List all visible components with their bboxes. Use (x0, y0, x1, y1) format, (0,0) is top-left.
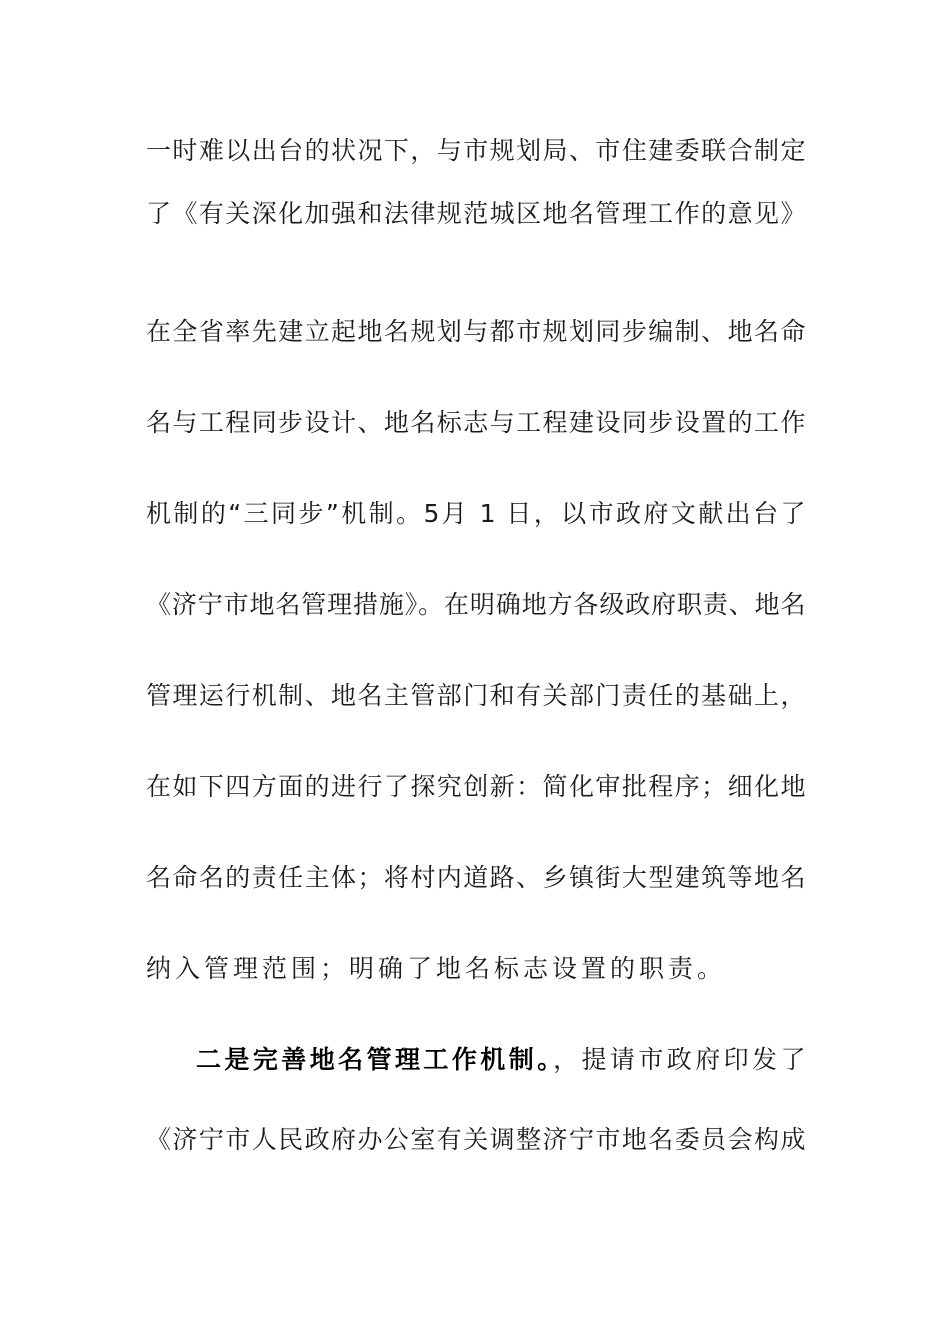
text-line-7: 管理运行机制、地名主管部门和有关部门责任的基础上， (146, 681, 806, 710)
text-line-9: 名命名的责任主体；将村内道路、乡镇街大型建筑等地名 (146, 863, 806, 892)
paragraph-2-rest: ，提请市政府印发了 (553, 1045, 806, 1074)
text-line-6: 《济宁市地名管理措施》。在明确地方各级政府职责、地名 (146, 590, 806, 619)
paragraph-2-heading: 二是完善地名管理工作机制。 (196, 1045, 554, 1074)
paragraph-2-line-2: 《济宁市人民政府办公室有关调整济宁市地名委员会构成 (146, 1125, 806, 1154)
text-line-8: 在如下四方面的进行了探究创新：简化审批程序；细化地 (146, 772, 806, 801)
text-line-5: 机制的“三同步”机制。5月 1 日，以市政府文献出台了 (146, 499, 806, 528)
text-line-1: 一时难以出台的状况下，与市规划局、市住建委联合制定 (146, 136, 806, 165)
paragraph-2-line-1 (196, 1040, 806, 1080)
text-line-2: 了《有关深化加强和法律规范城区地名管理工作的意见》 (146, 199, 806, 228)
text-line-4: 名与工程同步设计、地名标志与工程建设同步设置的工作 (146, 408, 806, 437)
text-line-10: 纳入管理范围；明确了地名标志设置的职责。 (146, 954, 727, 983)
text-line-3: 在全省率先建立起地名规划与都市规划同步编制、地名命 (146, 317, 806, 346)
